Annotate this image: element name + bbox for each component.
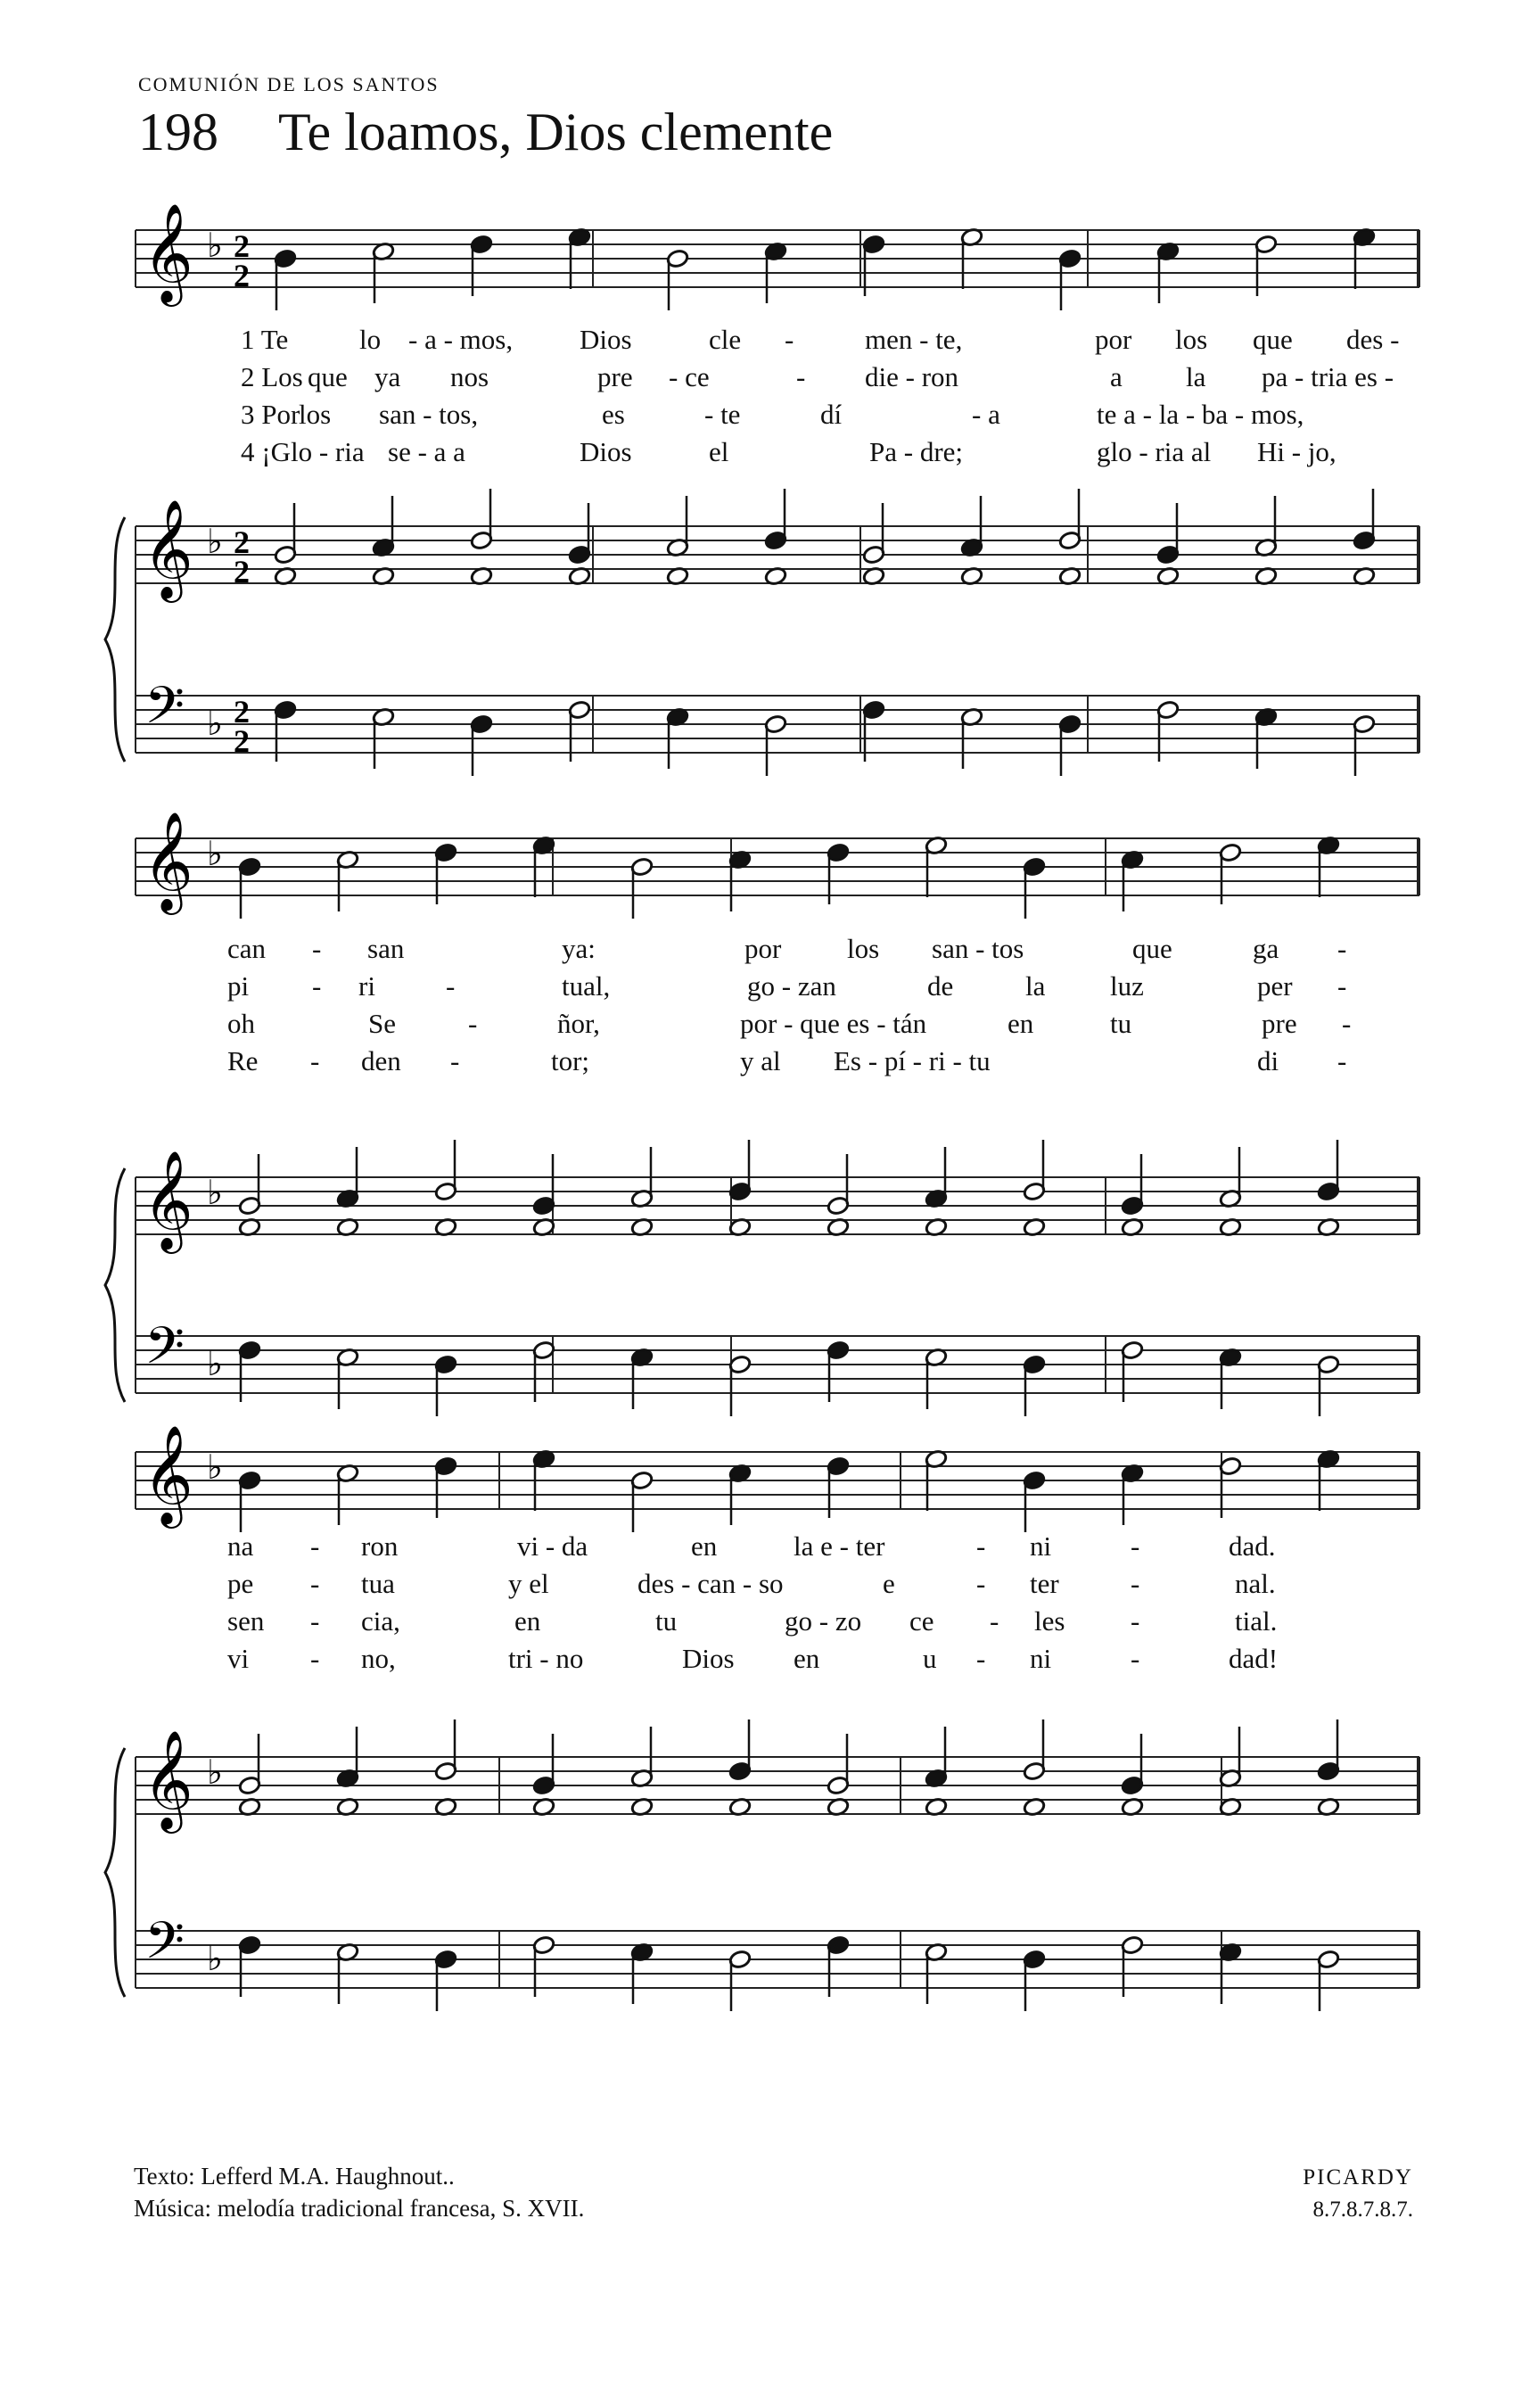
lyric-syllable: 2 Los: [241, 361, 303, 392]
lyric-syllable: des -: [1346, 324, 1400, 355]
lyric-syllable: -: [1131, 1605, 1140, 1637]
lyric-syllable: la e - ter: [794, 1530, 885, 1562]
lyric-syllable: cle: [709, 324, 742, 355]
lyric-syllable: por: [744, 933, 782, 964]
lyric-syllable: Hi - jo,: [1257, 436, 1336, 467]
lyric-syllable: Es - pí - ri - tu: [834, 1045, 991, 1076]
lyric-syllable: y al: [740, 1045, 781, 1076]
lyric-syllable: - a: [972, 399, 1000, 430]
lyric-syllable: tri - no: [508, 1643, 584, 1674]
lyric-syllable: en: [1008, 1008, 1034, 1039]
lyric-syllable: 4 ¡Glo - ria: [241, 436, 365, 467]
treble-clef-icon: 𝄞: [143, 499, 193, 598]
lyric-syllable: te a - la - ba - mos,: [1097, 399, 1304, 430]
lyric-syllable: -: [1342, 1008, 1352, 1039]
lyric-syllable: Dios: [580, 324, 632, 355]
lyric-syllable: san - tos,: [379, 399, 479, 430]
lyric-syllable: que: [1253, 324, 1293, 355]
lyric-syllable: tu: [655, 1605, 678, 1637]
lyric-syllable: -: [976, 1568, 986, 1599]
lyric-syllable: pre: [597, 361, 633, 392]
lyric-syllable: ya: [374, 361, 401, 392]
lyric-syllable: Se: [368, 1008, 396, 1039]
lyric-syllable: ga: [1253, 933, 1279, 964]
lyric-syllable: nal.: [1235, 1568, 1276, 1599]
lyric-syllable: e: [883, 1568, 895, 1599]
lyric-syllable: -: [796, 361, 806, 392]
lyric-syllable: can: [227, 933, 267, 964]
lyric-syllable: por - que es - tán: [740, 1008, 927, 1039]
tune-meter: 8.7.8.7.8.7.: [1312, 2198, 1413, 2222]
treble-clef-icon: 𝄞: [143, 811, 193, 911]
lyric-syllable: na: [227, 1530, 254, 1562]
flat-key-signature-icon: ♭: [207, 834, 223, 873]
system-brace: [105, 517, 125, 762]
lyric-syllable: san - tos: [932, 933, 1024, 964]
bass-clef-icon: 𝄢: [144, 1315, 185, 1389]
lyric-syllable: los: [1175, 324, 1208, 355]
lyric-syllable: -: [310, 1605, 320, 1637]
treble-clef-icon: 𝄞: [143, 1150, 193, 1249]
lyric-syllable: -: [1337, 970, 1347, 1002]
music-credit: Música: melodía tradicional francesa, S. XVII.: [134, 2195, 585, 2222]
lyric-syllable: - te: [704, 399, 741, 430]
tune-info: [1303, 2162, 1413, 2226]
lyric-syllable: oh: [227, 1008, 255, 1039]
treble-clef-icon: 𝄞: [143, 1424, 193, 1524]
lyric-syllable: -: [468, 1008, 478, 1039]
lyric-syllable: Dios: [682, 1643, 735, 1674]
time-signature-bottom: 2: [234, 258, 250, 293]
lyric-syllable: ya:: [562, 933, 596, 964]
lyric-syllable: la: [1186, 361, 1206, 392]
treble-clef-icon: 𝄞: [143, 1729, 193, 1829]
time-signature-top: 2: [234, 228, 250, 264]
lyric-syllable: pa - tria es -: [1262, 361, 1394, 392]
lyric-syllable: es: [602, 399, 625, 430]
lyric-syllable: nos: [450, 361, 489, 392]
lyric-syllable: ce: [909, 1605, 934, 1637]
lyric-syllable: des - can - so: [637, 1568, 784, 1599]
lyric-syllable: san: [367, 933, 405, 964]
lyric-syllable: den: [361, 1045, 401, 1076]
section-label: COMUNIÓN DE LOS SANTOS: [138, 73, 440, 95]
lyric-syllable: a: [1110, 361, 1123, 392]
lyric-syllable: 3 Por: [241, 399, 300, 430]
lyric-syllable: di: [1257, 1045, 1279, 1076]
flat-key-signature-icon: ♭: [207, 1939, 223, 1978]
lyric-syllable: tual,: [562, 970, 611, 1002]
lyric-syllable: de: [927, 970, 954, 1002]
lyric-syllable: Dios: [580, 436, 632, 467]
lyric-syllable: -: [310, 1568, 320, 1599]
lyric-syllable: en: [794, 1643, 820, 1674]
lyric-syllable: -: [310, 1045, 320, 1076]
flat-key-signature-icon: ♭: [207, 1173, 223, 1212]
lyric-syllable: -: [446, 970, 456, 1002]
lyric-syllable: -: [1337, 1045, 1347, 1076]
lyric-syllable: -: [450, 1045, 460, 1076]
lyric-syllable: -: [1131, 1530, 1140, 1562]
lyric-syllable: tu: [1110, 1008, 1132, 1039]
lyric-syllable: glo - ria al: [1097, 436, 1212, 467]
lyric-syllable: tor;: [551, 1045, 590, 1076]
lyric-syllable: ni: [1030, 1530, 1052, 1562]
lyric-syllable: sen: [227, 1605, 265, 1637]
lyric-syllable: dí: [820, 399, 843, 430]
flat-key-signature-icon: ♭: [207, 1752, 223, 1792]
treble-clef-icon: 𝄞: [143, 202, 193, 302]
lyric-syllable: -: [785, 324, 794, 355]
time-signature-top: 2: [234, 694, 250, 730]
lyric-syllable: que: [308, 361, 348, 392]
lyric-syllable: -: [976, 1530, 986, 1562]
bass-clef-icon: 𝄢: [144, 675, 185, 748]
time-signature-bottom: 2: [234, 554, 250, 590]
lyric-syllable: cia,: [361, 1605, 400, 1637]
lyric-syllable: pi: [227, 970, 250, 1002]
lyric-syllable: que: [1132, 933, 1172, 964]
lyric-syllable: -: [1337, 933, 1347, 964]
lyric-syllable: en: [691, 1530, 718, 1562]
lyric-syllable: el: [709, 436, 729, 467]
lyric-syllable: dad.: [1229, 1530, 1276, 1562]
flat-key-signature-icon: ♭: [207, 226, 223, 265]
hymn-number: 198: [138, 103, 218, 161]
lyric-syllable: ron: [361, 1530, 399, 1562]
lyric-syllable: go - zan: [747, 970, 836, 1002]
flat-key-signature-icon: ♭: [207, 704, 223, 743]
bass-clef-icon: 𝄢: [144, 1910, 185, 1983]
lyric-syllable: - ce: [669, 361, 710, 392]
lyric-syllable: luz: [1110, 970, 1144, 1002]
text-credit: Texto: Lefferd M.A. Haughnout..: [134, 2163, 455, 2189]
lyric-syllable: -: [310, 1530, 320, 1562]
lyric-syllable: ñor,: [557, 1008, 600, 1039]
lyric-syllable: ri: [358, 970, 375, 1002]
system-brace: [105, 1168, 125, 1402]
lyric-syllable: los: [299, 399, 332, 430]
lyric-syllable: 1 Te: [241, 324, 289, 355]
hymn-title: Te loamos, Dios clemente: [278, 103, 834, 161]
lyric-syllable: ter: [1030, 1568, 1059, 1599]
flat-key-signature-icon: ♭: [207, 522, 223, 561]
lyric-syllable: -: [1131, 1643, 1140, 1674]
time-signature-bottom: 2: [234, 723, 250, 759]
lyric-syllable: -: [312, 970, 322, 1002]
lyric-syllable: vi - da: [517, 1530, 588, 1562]
lyric-syllable: se - a a: [388, 436, 465, 467]
lyric-syllable: u: [923, 1643, 937, 1674]
lyric-syllable: -: [310, 1643, 320, 1674]
lyric-syllable: ni: [1030, 1643, 1052, 1674]
lyric-syllable: per: [1257, 970, 1293, 1002]
tune-name: PICARDY: [1303, 2165, 1413, 2189]
lyric-syllable: -: [312, 933, 322, 964]
lyric-syllable: les: [1034, 1605, 1065, 1637]
lyric-syllable: los: [847, 933, 880, 964]
system-brace: [105, 1748, 125, 1997]
lyric-syllable: die - ron: [865, 361, 959, 392]
lyric-syllable: go - zo: [785, 1605, 862, 1637]
flat-key-signature-icon: ♭: [207, 1344, 223, 1383]
lyric-syllable: -: [1131, 1568, 1140, 1599]
lyric-syllable: vi: [227, 1643, 250, 1674]
lyric-syllable: pe: [227, 1568, 254, 1599]
lyric-syllable: y el: [508, 1568, 549, 1599]
lyric-syllable: dad!: [1229, 1643, 1279, 1674]
lyric-syllable: la: [1025, 970, 1046, 1002]
lyric-syllable: lo: [359, 324, 382, 355]
lyric-syllable: pre: [1262, 1008, 1297, 1039]
lyric-syllable: Pa - dre;: [869, 436, 964, 467]
lyric-syllable: -: [990, 1605, 999, 1637]
flat-key-signature-icon: ♭: [207, 1447, 223, 1487]
lyric-syllable: men - te,: [865, 324, 963, 355]
credits: [134, 2160, 584, 2224]
lyric-syllable: -: [976, 1643, 986, 1674]
lyric-syllable: no,: [361, 1643, 396, 1674]
lyric-syllable: - a - mos,: [408, 324, 514, 355]
time-signature-top: 2: [234, 524, 250, 560]
lyric-syllable: Re: [227, 1045, 259, 1076]
lyric-syllable: en: [514, 1605, 541, 1637]
lyric-syllable: tial.: [1235, 1605, 1278, 1637]
lyric-syllable: tua: [361, 1568, 395, 1599]
lyric-syllable: por: [1095, 324, 1132, 355]
